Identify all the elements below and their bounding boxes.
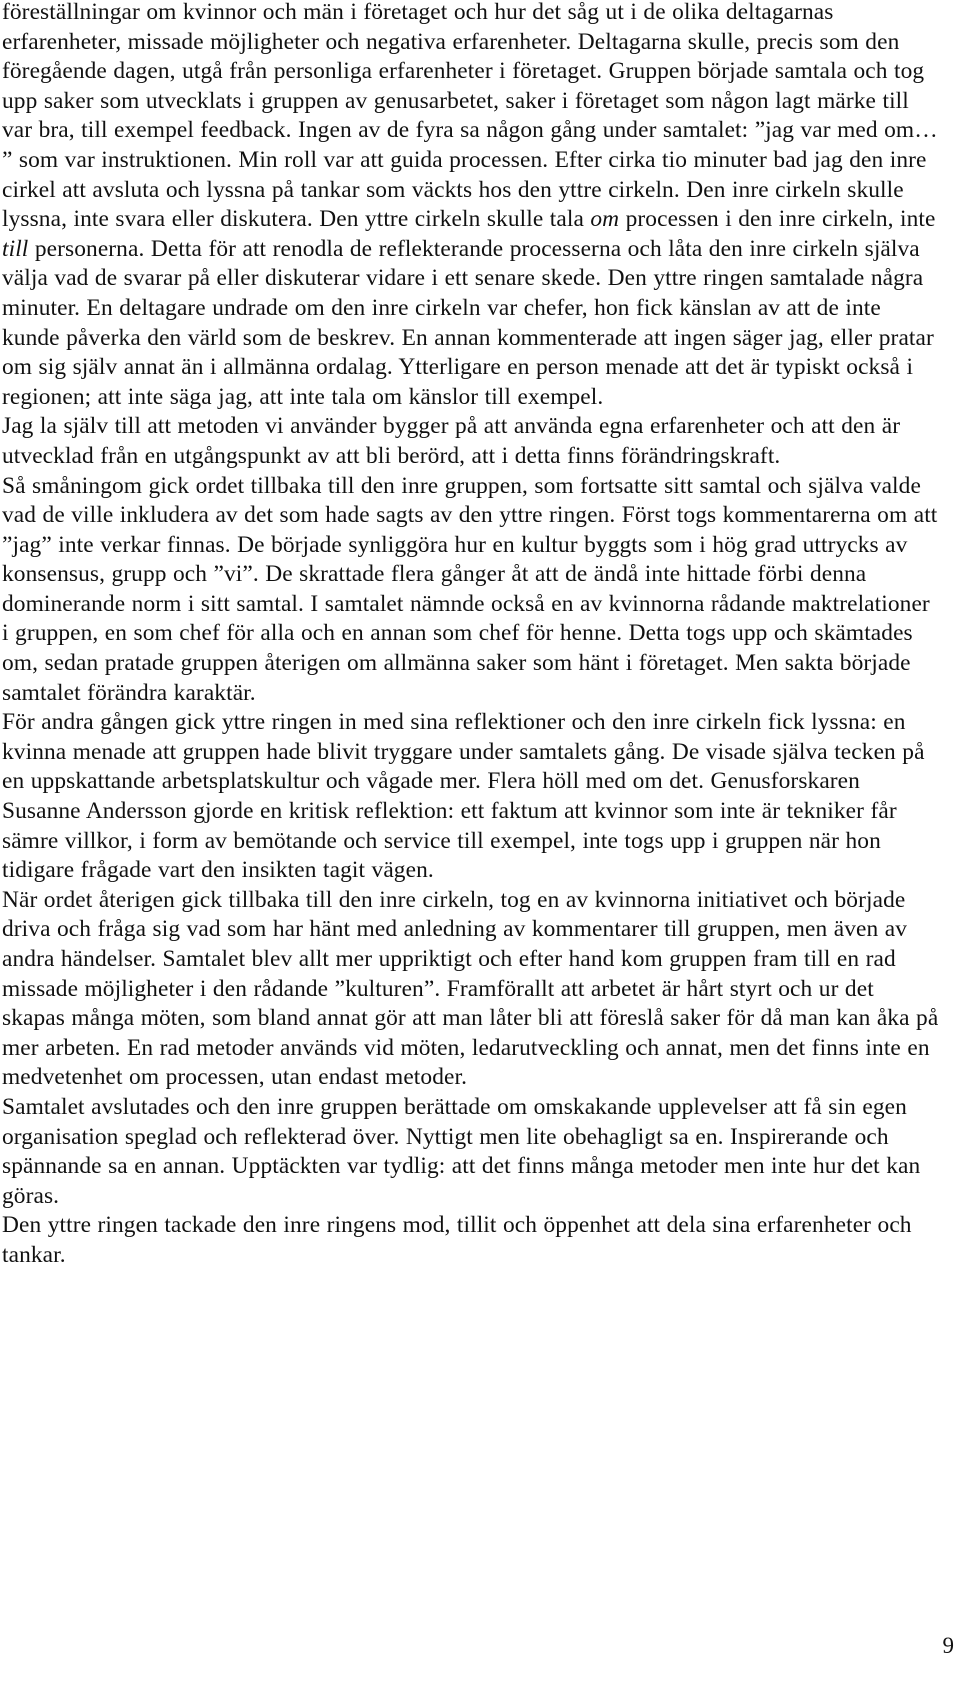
paragraph-text: Samtalet avslutades och den inre gruppen berättade om omskakande upplevelser att få sin egen organisation speglad och reflekterad över. Nyttigt men lite obehagligt sa en. Inspirerande och spännande sa en annan. Upptäckten var tydlig: att det finns många metoder men inte hur det kan göras.	[2, 1093, 921, 1209]
paragraph-7	[2, 1211, 942, 1270]
emphasis-till: till	[2, 235, 29, 262]
paragraph-5	[2, 886, 942, 1093]
paragraph-text: föreställningar om kvinnor och män i företaget och hur det såg ut i de olika deltagarnas erfarenheter, missade möjligheter och negativa erfarenheter. Deltagarna skulle, precis som den föregående dagen, utgå från personliga erfarenheter i företaget. Gruppen började samtala och tog upp saker som utvecklats i gruppen av genusarbetet, saker i företaget som någon lagt märke till var bra, till exempel feedback. Ingen av de fyra sa någon gång under samtalet: ”jag var med om… ” som var instruktionen. Min roll var att guida processen. Efter cirka tio minuter bad jag den inre cirkel att avsluta och lyssna på tankar som väckts hos den yttre cirkeln. Den inre cirkeln skulle lyssna, inte svara eller diskutera. Den yttre cirkeln skulle tala	[2, 0, 938, 233]
paragraph-3	[2, 472, 942, 709]
emphasis-om: om	[590, 206, 620, 233]
paragraph-text: För andra gången gick yttre ringen in med sina reflektioner och den inre cirkeln fick lyssna: en kvinna menade att gruppen hade blivit tryggare under samtalets gång. De visade själva tecken på en uppskattande arbetsplatskultur och vågade mer. Flera höll med om det. Genusforskaren Susanne Andersson gjorde en kritisk reflektion: ett faktum att kvinnor som inte är tekniker får sämre villkor, i form av bemötande och service till exempel, inte togs upp i gruppen när hon tidigare frågade vart den insikten tagit vägen.	[2, 709, 925, 884]
body-text	[2, 0, 942, 1271]
paragraph-2	[2, 412, 942, 471]
paragraph-text: När ordet återigen gick tillbaka till den inre cirkeln, tog en av kvinnorna initiativet och började driva och fråga sig vad som har hänt med anledning av kommentarer till gruppen, men även av andra händelser. Samtalet blev allt mer uppriktigt och efter hand kom gruppen fram till en rad missade möjligheter i den rådande ”kulturen”. Framförallt att arbetet är hårt styrt och ur det skapas många möten, som bland annat gör att man låter bli att föreslå saker för då man kan åka på mer arbeten. En rad metoder används vid möten, ledarutveckling och annat, men det finns inte en medvetenhet om processen, utan endast metoder.	[2, 886, 939, 1091]
paragraph-6	[2, 1093, 942, 1211]
paragraph-text: processen i den inre cirkeln, inte	[619, 206, 936, 233]
page-number: 9	[942, 1633, 954, 1658]
paragraph-text: personerna. Detta för att renodla de reflekterande processerna och låta den inre cirkeln själva välja vad de svarar på eller diskuterar vidare i ett senare skede. Den yttre ringen samtalade några minuter. En deltagare undrade om den inre cirkeln var chefer, hon fick känslan av att de inte kunde påverka den värld som de beskrev. En annan kommenterade att ingen säger jag, eller pratar om sig själv annat än i allmänna ordalag. Ytterligare en person menade att det är typiskt också i regionen; att inte säga jag, att inte tala om känslor till exempel.	[2, 235, 934, 410]
paragraph-text: Jag la själv till att metoden vi använder bygger på att använda egna erfarenheter och att den är utvecklad från en utgångspunkt av att bli berörd, att i detta finns förändringskraft.	[2, 413, 901, 469]
paragraph-text: Så småningom gick ordet tillbaka till den inre gruppen, som fortsatte sitt samtal och själva valde vad de ville inkludera av det som hade sagts av den yttre ringen. Först togs kommentarerna om att ”jag” inte verkar finnas. De började synliggöra hur en kultur byggts som i hög grad uttrycks av konsensus, grupp och ”vi”. De skrattade flera gånger åt att de ändå inte hittade förbi denna dominerande norm i sitt samtal. I samtalet nämnde också en av kvinnorna rådande maktrelationer i gruppen, en som chef för alla och en annan som chef för henne. Detta togs upp och skämtades om, sedan pratade gruppen återigen om allmänna saker som hänt i företaget. Men sakta började samtalet förändra karaktär.	[2, 472, 938, 706]
paragraph-4	[2, 708, 942, 886]
paragraph-1	[2, 0, 942, 412]
paragraph-text: Den yttre ringen tackade den inre ringens mod, tillit och öppenhet att dela sina erfarenheter och tankar.	[2, 1212, 912, 1268]
